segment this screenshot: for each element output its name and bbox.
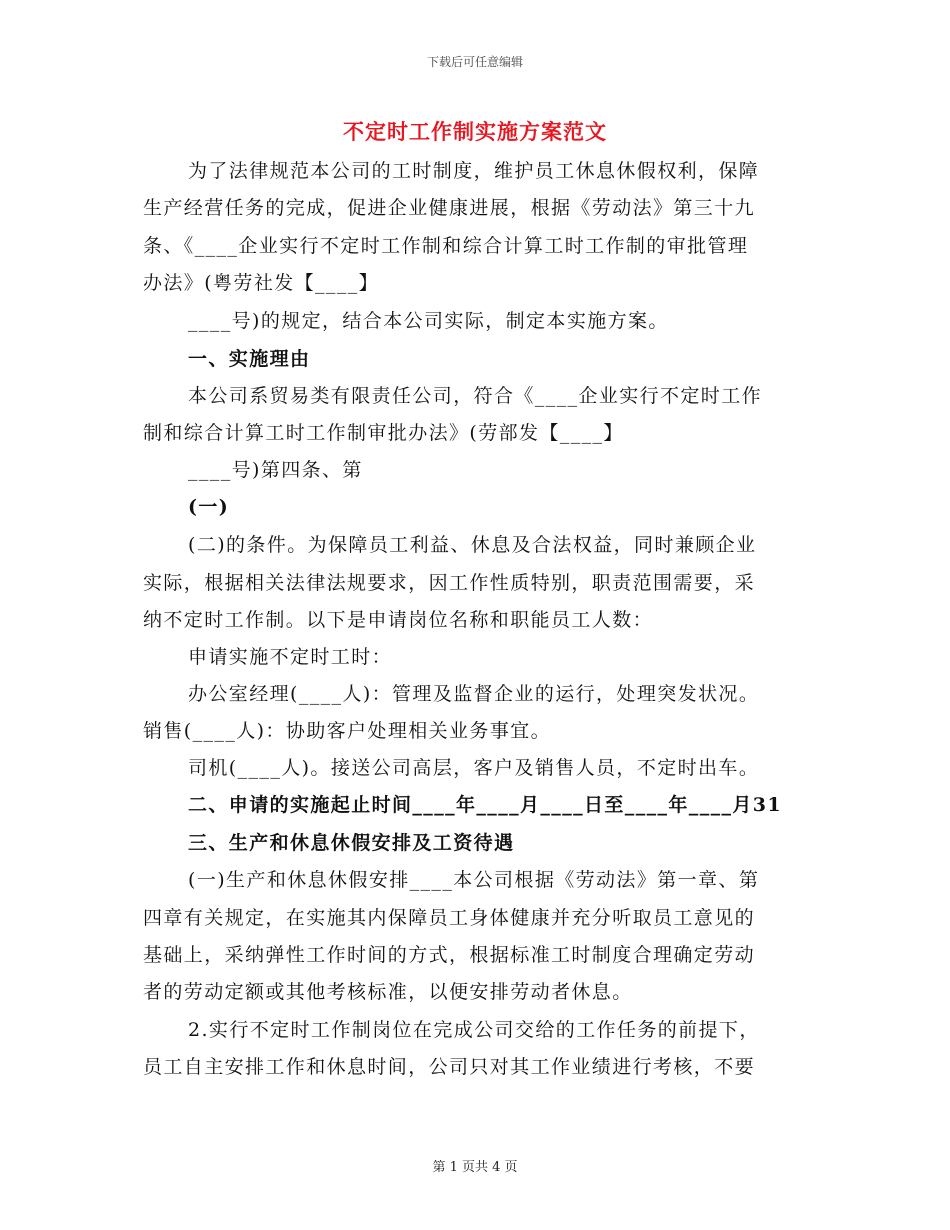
paragraph-line: 申请实施不定时工时： [188,646,393,668]
paragraph-line: 办法》(粤劳社发【____】 [143,272,380,294]
paragraph-line: 销售(____人)：协助客户处理相关业务事宜。 [143,720,552,742]
section-heading-2: 二、申请的实施起止时间____年____月____日至____年____月31 [188,794,783,816]
paragraph-line: 为了法律规范本公司的工时制度，维护员工休息休假权利，保障 [188,160,760,182]
section-heading-1: 一、实施理由 [188,348,311,370]
paragraph-line: 者的劳动定额或其他考核标准，以便安排劳动者休息。 [143,981,633,1003]
paragraph-line: 生产经营任务的完成，促进企业健康进展，根据《劳动法》第三十九 [143,197,756,219]
paragraph-line: 员工自主安排工作和休息时间，公司只对其工作业绩进行考核，不要 [143,1056,756,1078]
paragraph-line: ____号)第四条、第 [188,459,363,481]
paragraph-line: 制和综合计算工时工作制审批办法》(劳部发【____】 [143,422,624,444]
paragraph-line: 四章有关规定，在实施其内保障员工身体健康并充分听取员工意见的 [143,907,756,929]
document-title: 不定时工作制实施方案范文 [343,119,607,144]
paragraph-line: 2.实行不定时工作制岗位在完成公司交给的工作任务的前提下， [188,1019,760,1041]
paragraph-line: (一) [188,496,230,518]
paragraph-line: 基础上，采纳弹性工作时间的方式，根据标准工时制度合理确定劳动 [143,944,756,966]
paragraph-line: 本公司系贸易类有限责任公司，符合《____企业实行不定时工作 [188,385,763,407]
page-footer: 第 1 页共 4 页 [432,1160,518,1175]
paragraph-line: (二)的条件。为保障员工利益、休息及合法权益，同时兼顾企业 [188,534,757,556]
paragraph-line: 实际，根据相关法律法规要求，因工作性质特别，职责范围需要，采 [143,572,756,594]
paragraph-line: 纳不定时工作制。以下是申请岗位名称和职能员工人数： [143,609,654,631]
section-heading-3: 三、生产和休息休假安排及工资待遇 [188,832,515,854]
paragraph-line: 办公室经理(____人)：管理及监督企业的运行，处理突发状况。 [188,683,760,705]
page-header: 下载后可任意编辑 [426,55,523,69]
paragraph-line: 条、《____企业实行不定时工作制和综合计算工时工作制的审批管理 [143,235,749,257]
paragraph-line: ____号)的规定，结合本公司实际，制定本实施方案。 [188,310,669,332]
paragraph-line: (一)生产和休息休假安排____本公司根据《劳动法》第一章、第 [188,869,760,891]
paragraph-line: 司机(____人)。接送公司高层，客户及销售人员，不定时出车。 [188,757,760,779]
